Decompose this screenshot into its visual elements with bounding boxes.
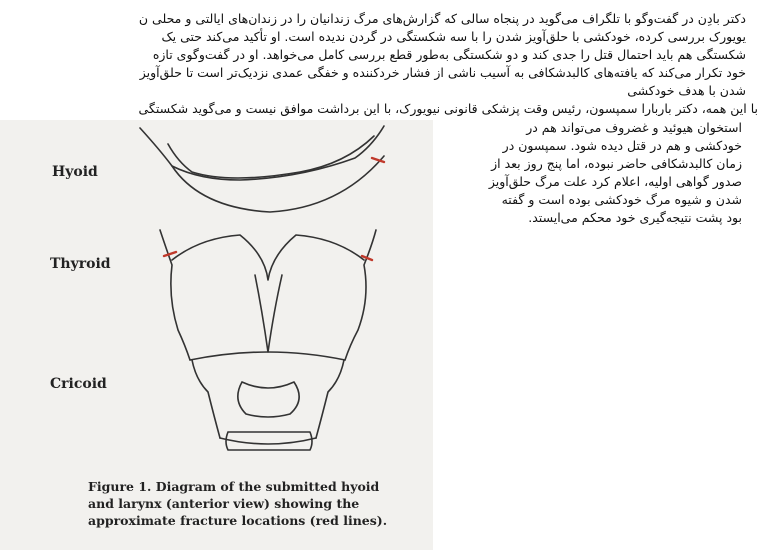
article-line: خود تکرار می‌کند که یافته‌های کالبدشکافی به آسیب ناشی از فشار خردکننده و خفگی عمدی نزدیک‌تر است تا حلق‌آویز — [139, 65, 746, 80]
caption-line: approximate fracture locations (red lines). — [88, 513, 388, 528]
caption-line: and larynx (anterior view) showing the — [88, 496, 360, 511]
thyroid-label: Thyroid — [50, 256, 111, 272]
cricoid-left — [192, 360, 220, 438]
thyroid-lower-edge — [190, 352, 345, 360]
caption-line: Figure 1. Diagram of the submitted hyoid — [88, 479, 380, 494]
article-line: صدور گواهی اولیه، اعلام کرد علت مرگ حلق‌آویز — [488, 174, 742, 189]
cricoid-right — [316, 360, 344, 438]
figure-caption — [88, 478, 388, 529]
thyroid-left-horn — [160, 230, 190, 360]
article-line: شدن و شیوه مرگ خودکشی بوده است و گفته — [501, 192, 742, 207]
article-line: با این همه، دکتر باربارا سمپسون، رئیس وقت پزشکی قانونی نیویورک، با این برداشت موافق نیست و می‌گوید شکستگی — [138, 101, 758, 116]
article-line: دکتر بادِن در گفت‌وگو با تلگراف می‌گوید در پنجاه سالی که گزارش‌های مرگ زندانیان را در زندان‌های ایالتی و محلی ن — [138, 11, 746, 26]
article-line: بود پشت نتیجه‌گیری خود محکم می‌ایستد. — [528, 210, 742, 225]
hyoid-bone-inner — [168, 136, 374, 178]
cricoid-label: Cricoid — [50, 376, 107, 392]
thyroid-top-edge — [172, 235, 364, 280]
thyroid-fracture-left — [164, 252, 176, 256]
article-line: استخوان هیوئید و غضروف می‌تواند هم در — [526, 120, 742, 135]
article-line: شدن با هدف خودکشی — [627, 83, 746, 98]
article-line: خودکشی و هم در قتل دیده شود. سمپسون در — [502, 138, 742, 153]
article-line: زمان کالبدشکافی حاضر نبوده، اما پنج روز بعد از — [491, 156, 742, 171]
cricoid-inner — [238, 382, 299, 417]
hyoid-bone-lower — [172, 156, 384, 212]
hyoid-label: Hyoid — [52, 164, 98, 180]
cricoid-base — [220, 438, 316, 444]
larynx-figure — [0, 120, 433, 550]
article-line: یویورک بررسی کرده، خودکشی با حلق‌آویز شدن را با سه شکستگی در گردن ندیده است. او تأکید می‌کند حتی یک — [161, 29, 746, 44]
article-line: شکستگی هم باید احتمال قتل را جدی کند و دو شکستگی به‌طور قطع بررسی کامل می‌خواهد. او در گفت‌وگوی تازه — [152, 47, 746, 62]
thyroid-notch — [255, 275, 282, 352]
